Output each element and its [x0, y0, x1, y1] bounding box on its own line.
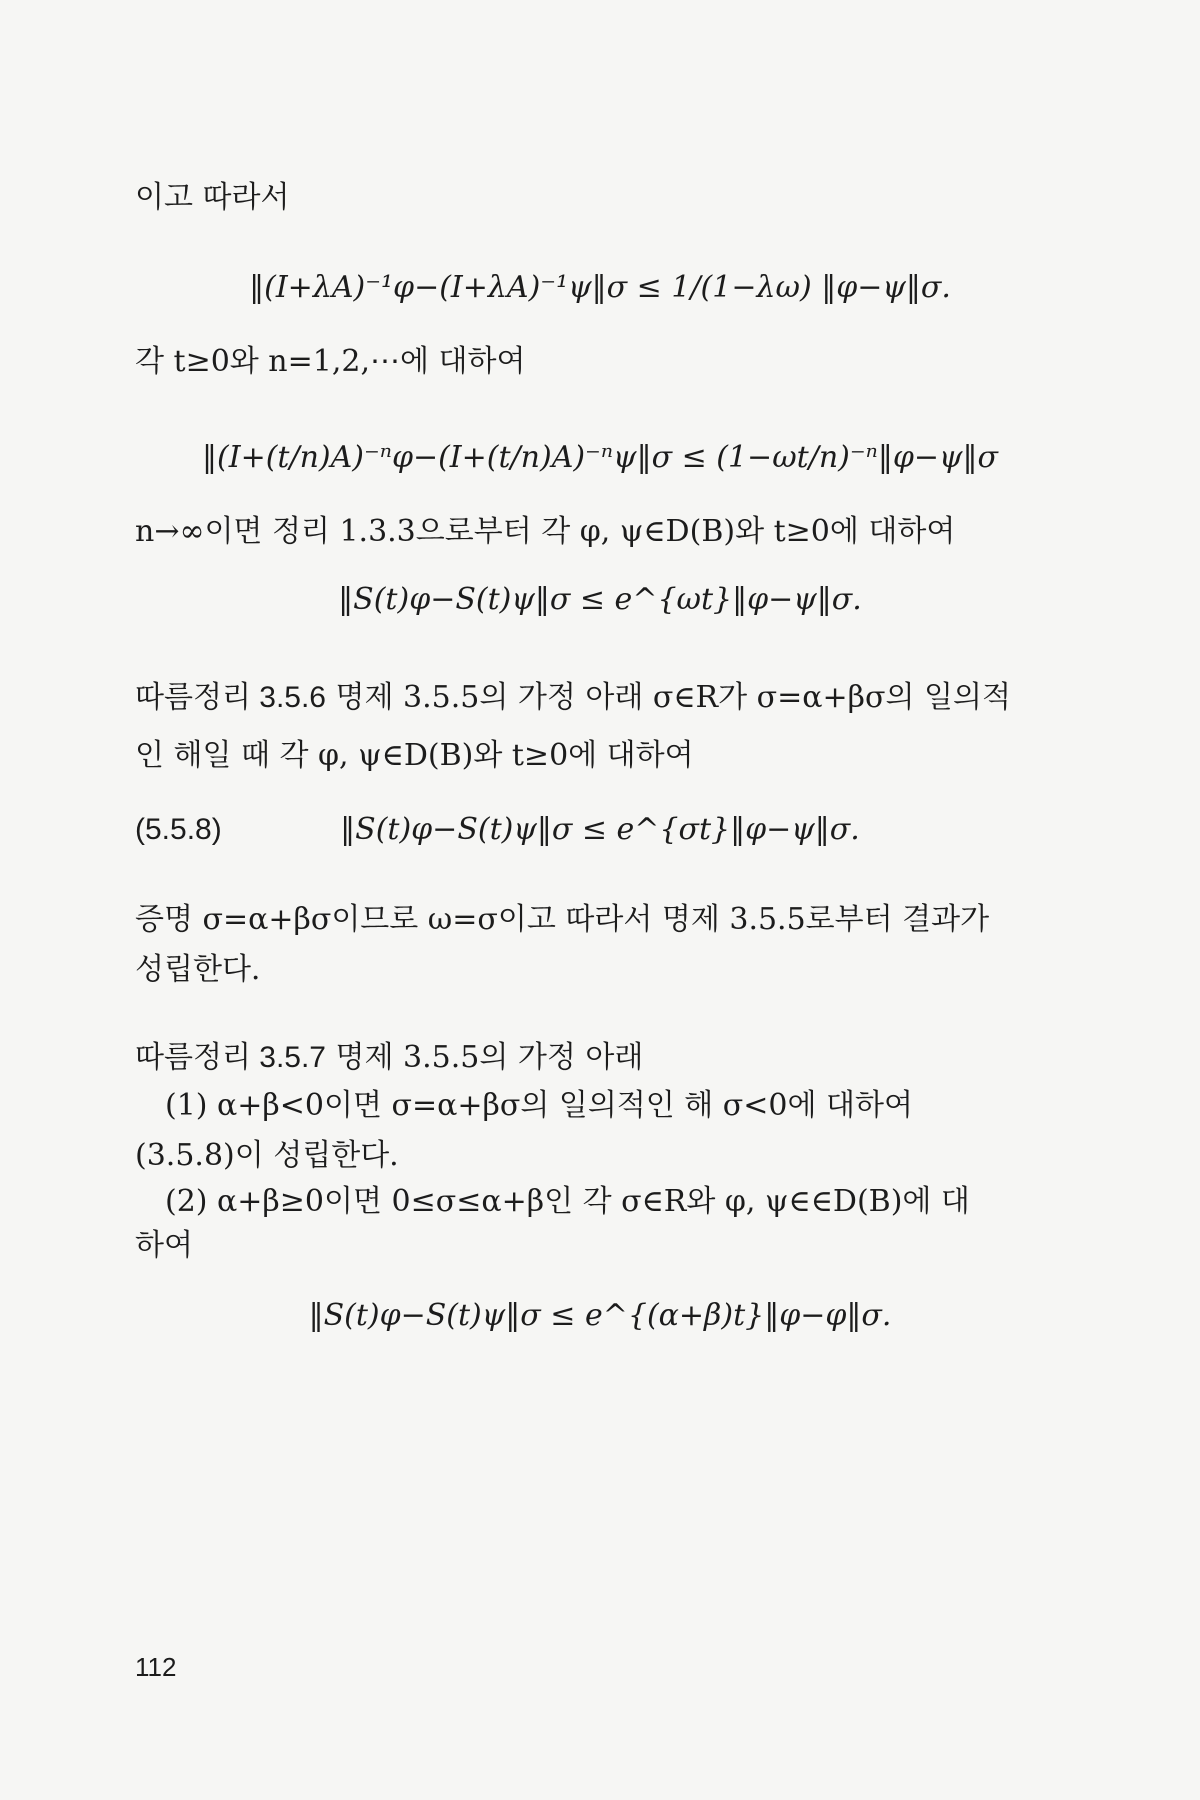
equation: ‖S(t)φ−S(t)ψ‖σ ≤ e^{ωt}‖φ−ψ‖σ. — [338, 582, 862, 617]
page-number: 112 — [135, 1652, 177, 1682]
text-line: 각 t≥0와 n=1,2,⋯에 대하여 — [135, 344, 526, 379]
text-line: 하여 — [135, 1228, 193, 1263]
text-line: n→∞이면 정리 1.3.3으로부터 각 φ, ψ∈D(B)와 t≥0에 대하여 — [135, 514, 956, 549]
numbered-equation — [0, 810, 1200, 850]
corollary-text: 명제 3.5.5의 가정 아래 — [335, 1040, 644, 1075]
equation: ‖(I+λA)⁻¹φ−(I+λA)⁻¹ψ‖σ ≤ 1/(1−λω) ‖φ−ψ‖σ. — [249, 270, 951, 305]
corollary-text: 명제 3.5.5의 가정 아래 σ∈R가 σ=α+βσ의 일의적 — [335, 680, 1011, 715]
corollary-line — [135, 1038, 1080, 1078]
text-line: 성립한다. — [135, 952, 261, 987]
text-line: (1) α+β<0이면 σ=α+βσ의 일의적인 해 σ<0에 대하여 — [165, 1088, 913, 1123]
text-line: 이고 따라서 — [135, 180, 290, 215]
corollary-line — [135, 678, 1080, 718]
text-line: (3.5.8)이 성립한다. — [135, 1138, 399, 1173]
corollary-label: 따름정리 3.5.6 — [135, 681, 326, 714]
proof-line: 증명 σ=α+βσ이므로 ω=σ이고 따라서 명제 3.5.5로부터 결과가 — [135, 902, 990, 937]
corollary-label: 따름정리 3.5.7 — [135, 1041, 326, 1074]
text-line: 인 해일 때 각 φ, ψ∈D(B)와 t≥0에 대하여 — [135, 738, 694, 773]
equation: ‖(I+(t/n)A)⁻ⁿφ−(I+(t/n)A)⁻ⁿψ‖σ ≤ (1−ωt/n)⁻ⁿ‖φ−ψ‖σ — [202, 440, 998, 475]
text-line: (2) α+β≥0이면 0≤σ≤α+β인 각 σ∈R와 φ, ψ∈∈D(B)에 대 — [165, 1184, 970, 1219]
equation-number: (5.5.8) — [135, 813, 222, 846]
equation: ‖S(t)φ−S(t)ψ‖σ ≤ e^{σt}‖φ−ψ‖σ. — [340, 812, 860, 847]
equation: ‖S(t)φ−S(t)ψ‖σ ≤ e^{(α+β)t}‖φ−φ‖σ. — [308, 1298, 892, 1333]
